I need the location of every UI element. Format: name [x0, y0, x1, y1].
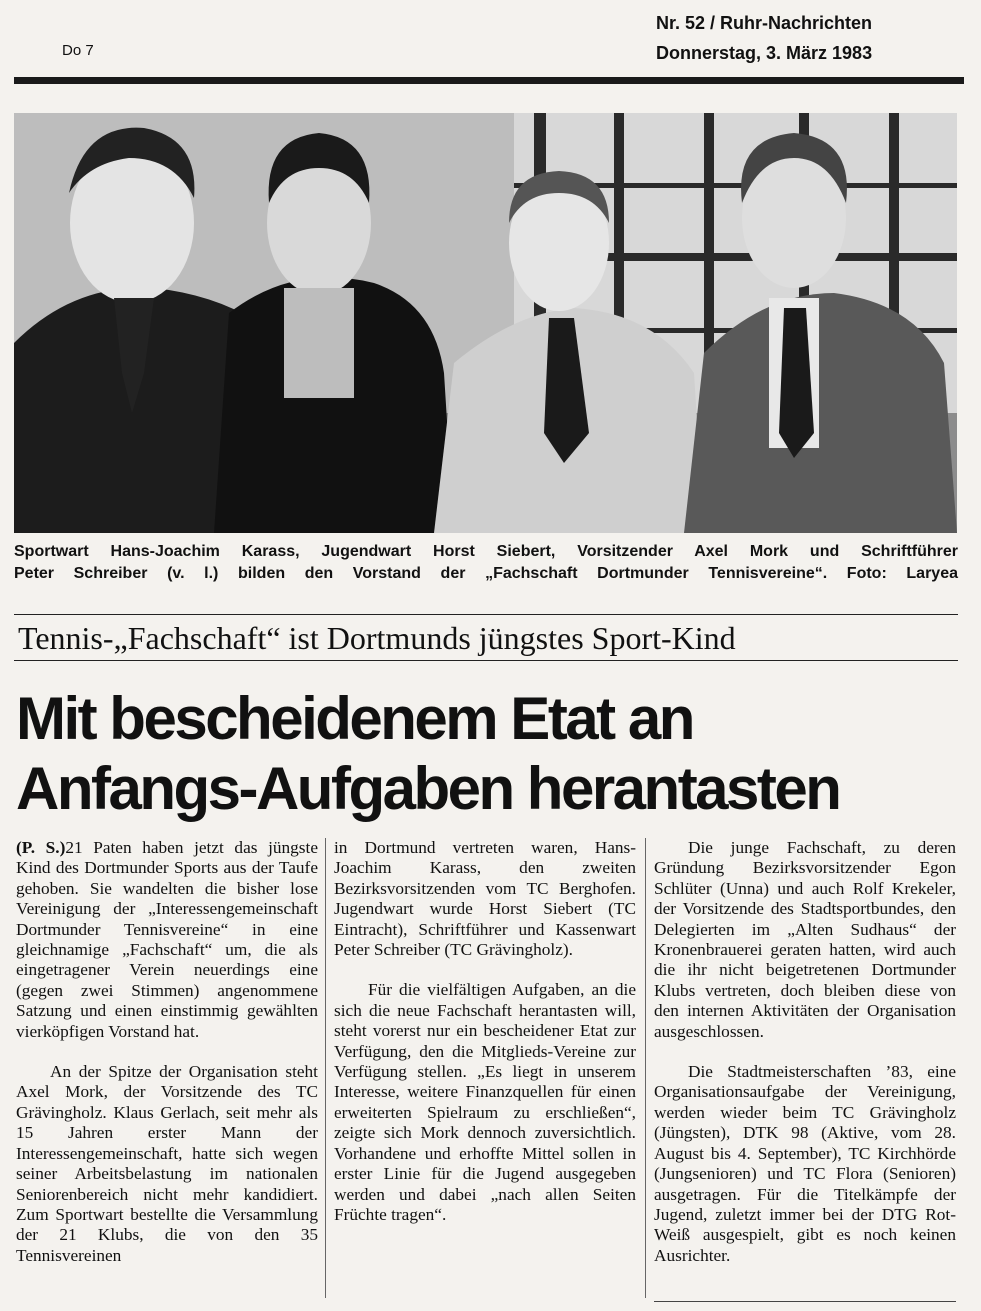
article-photo [14, 113, 957, 533]
article-column-1 [16, 838, 318, 1266]
column-divider [325, 838, 326, 1298]
paragraph [16, 838, 318, 1042]
bottom-rule [654, 1301, 956, 1302]
article-column-2 [334, 838, 636, 1225]
paragraph: An der Spitze der Organisation steht Axel Mork, der Vorsitzende des TC Grävingholz. Klaus Gerlach, seit mehr als 15 Jahren erster Mann der Interessengemeinschaft, hatte sich wegen seiner Arbeitsbelastung im nationalen Seniorenbereich nicht mehr kandidiert. Zum Sportwart bestellte die Versammlung der 21 Klubs, die von den 35 Tennisvereinen [16, 1062, 318, 1265]
top-rule [14, 77, 964, 84]
masthead [656, 8, 872, 68]
author-initials: (P. S.) [16, 838, 66, 857]
page-label: Do 7 [62, 42, 94, 59]
kicker-rule-top [14, 614, 958, 615]
caption-line-1: Sportwart Hans-Joachim Karass, Jugendwart Horst Siebert, Vorsitzender Axel Mork und Schriftführer [14, 543, 958, 560]
paragraph: in Dortmund vertreten waren, Hans-Joachim Karass, den zweiten Bezirksvorsitzenden vom TC Berghofen. Jugendwart wurde Horst Siebert (TC Eintracht), Schriftführer und Kassenwart Peter Schreiber (TC Grävingholz). [334, 838, 636, 960]
caption-line-2: Peter Schreiber (v. l.) bilden den Vorstand der „Fachschaft Dortmunder Tennisvereine“. Foto: Laryea [14, 565, 958, 582]
headline-line-2: Anfangs-Aufgaben herantasten [16, 755, 840, 822]
article-column-3 [654, 838, 956, 1266]
paragraph: Die Stadtmeisterschaften ’83, eine Organisationsaufgabe der Vereinigung, werden wieder beim TC Grävingholz (Jüngsten), DTK 98 (Aktive, vom 28. August bis 4. September), TC Kirchhörde (Jungsenioren) und TC Flora (Senioren) ausgetragen. Für die Titelkämpfe der Jugend, zuletzt immer bei der DTG Rot-Weiß ausgespielt, gibt es noch keinen Ausrichter. [654, 1062, 956, 1265]
photo-caption [14, 541, 958, 585]
kicker-rule-bottom [14, 660, 958, 661]
masthead-issue: Nr. 52 / Ruhr-Nachrichten [656, 13, 873, 33]
article-kicker: Tennis-„Fachschaft“ ist Dortmunds jüngstes Sport-Kind [18, 620, 736, 656]
column-divider [645, 838, 646, 1298]
headline-line-1: Mit bescheidenem Etat an [16, 685, 693, 752]
group-portrait-image [14, 113, 957, 533]
paragraph: Die junge Fachschaft, zu deren Gründung Bezirksvorsitzender Egon Schlüter (Unna) und auch Rolf Krekeler, der Vorsitzende des Stadtsportbundes, den Delegierten im „Alten Sudhaus“ der Kronenbrauerei geraten hatten, wird auch die ihr nicht beigetretenen Dortmunder Klubs vertreten, doch bleiben diese von den internen Aktivitäten der Organisation ausgeschlossen. [654, 838, 956, 1041]
masthead-date: Donnerstag, 3. März 1983 [656, 43, 873, 63]
article-headline [16, 684, 839, 824]
paragraph-text: 21 Paten haben jetzt das jüngste Kind des Dortmunder Sports aus der Taufe gehoben. Sie wandelten die bisher lose Vereinigung der „Interessengemeinschaft Dortmunder Tennisvereine“ in eine gleichnamige „Fachschaft“ um, die als eingetragener Verein neuerdings eine (gegen zwei Stimmen) angenommene Satzung und einen einstimmig gewählten vierköpfigen Vorstand hat. [16, 838, 318, 1041]
paragraph: Für die vielfältigen Aufgaben, an die sich die neue Fachschaft herantasten will, steht vorerst nur ein bescheidener Etat zur Verfügung, den die Mitglieds-Vereine zur Verfügung stellen. „Es liegt in unserem Interesse, weitere Finanzquellen für einen erweiterten Spielraum zu erschließen“, zeigte sich Mork dennoch zuversichtlich. Vorhandene und erhoffte Mittel sollen in erster Linie für die Jugend ausgegeben werden und dabei „nach allen Seiten Früchte tragen“. [334, 980, 636, 1224]
